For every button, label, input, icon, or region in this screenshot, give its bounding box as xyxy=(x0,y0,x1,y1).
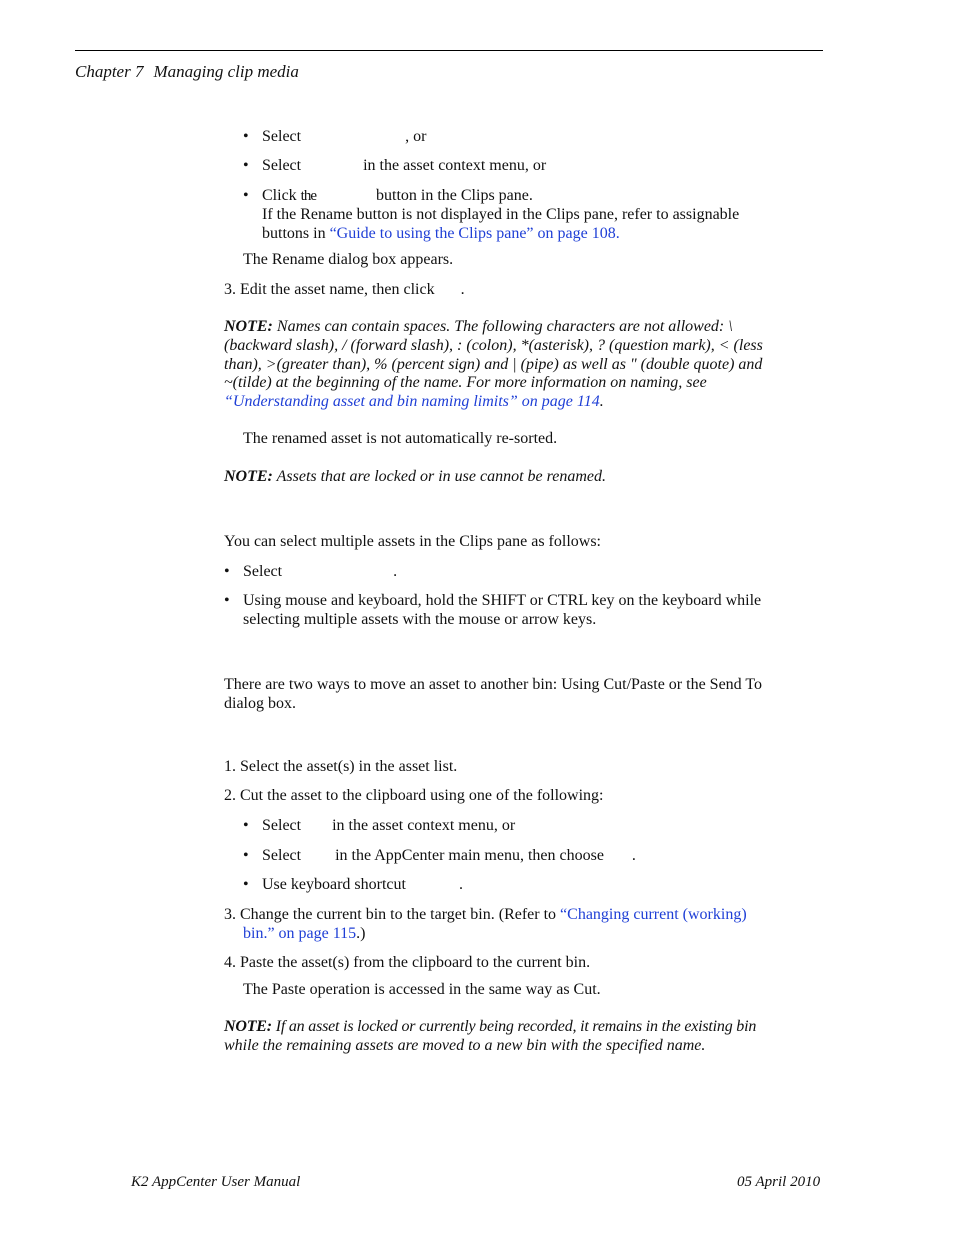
paste-note: The Paste operation is accessed in the same way as Cut. xyxy=(243,981,601,998)
note-label: NOTE: xyxy=(224,468,273,485)
naming-note-line2: (backward slash), / (forward slash), : (colon), *(asterisk), ? (question mark), < (less xyxy=(224,337,763,354)
rename-bullet-3-line3: buttons in “Guide to using the Clips pane” on page 108. xyxy=(262,225,620,242)
chapter-title: Managing clip media xyxy=(153,62,299,81)
cut-sub-bullet-1: Select in the asset context menu, or xyxy=(262,817,516,834)
bullet-marker: • xyxy=(243,817,249,834)
cut-sub-bullet-3: Use keyboard shortcut . xyxy=(262,876,463,893)
naming-note-line4: ~(tilde) at the beginning of the name. For more information on naming, see xyxy=(224,374,707,391)
locked-move-note: NOTE: If an asset is locked or currently being recorded, it remains in the existing bin xyxy=(224,1018,757,1035)
rename-step-3: 3. Edit the asset name, then click . xyxy=(224,281,465,298)
move-step-3: 3. Change the current bin to the target bin. (Refer to “Changing current (working) xyxy=(224,906,747,923)
multi-select-bullet-2-line2: selecting multiple assets with the mouse or arrow keys. xyxy=(243,611,597,628)
naming-limits-link[interactable]: “Understanding asset and bin naming limits” on page 114 xyxy=(224,393,600,410)
move-step-1: 1. Select the asset(s) in the asset list. xyxy=(224,758,458,775)
resort-text: The renamed asset is not automatically re-sorted. xyxy=(243,430,558,447)
bullet-marker: • xyxy=(224,563,230,580)
bullet-marker: • xyxy=(243,187,249,204)
naming-note-line3: than), >(greater than), % (percent sign) and | (pipe) as well as " (double quote) and xyxy=(224,356,763,373)
bullet-marker: • xyxy=(243,847,249,864)
rename-bullet-3: Click the button in the Clips pane. xyxy=(262,187,533,204)
multi-select-bullet-2: Using mouse and keyboard, hold the SHIFT or CTRL key on the keyboard while xyxy=(243,592,762,609)
naming-note-line5: “Understanding asset and bin naming limits” on page 114. xyxy=(224,393,604,410)
bullet-marker: • xyxy=(243,157,249,174)
bullet-marker: • xyxy=(243,876,249,893)
rename-bullet-3-line2: If the Rename button is not displayed in the Clips pane, refer to assignable xyxy=(262,206,740,223)
note-label: NOTE: xyxy=(224,318,273,335)
chapter-number: Chapter 7 xyxy=(75,62,144,81)
move-intro: There are two ways to move an asset to another bin: Using Cut/Paste or the Send To xyxy=(224,676,763,693)
footer-manual-title: K2 AppCenter User Manual xyxy=(131,1174,301,1190)
move-step-4: 4. Paste the asset(s) from the clipboard to the current bin. xyxy=(224,954,591,971)
cut-sub-bullet-2: Select in the AppCenter main menu, then choose . xyxy=(262,847,636,864)
move-intro-line2: dialog box. xyxy=(224,695,296,712)
bullet-marker: • xyxy=(243,128,249,145)
footer-date: 05 April 2010 xyxy=(737,1174,821,1190)
locked-note: NOTE: Assets that are locked or in use cannot be renamed. xyxy=(224,468,607,485)
rename-dialog-appears: The Rename dialog box appears. xyxy=(243,251,454,268)
naming-note: NOTE: Names can contain spaces. The following characters are not allowed: \ xyxy=(224,318,733,335)
running-header xyxy=(75,62,299,81)
bullet-marker: • xyxy=(224,592,230,609)
multi-select-bullet-1: Select . xyxy=(243,563,398,580)
multi-select-intro: You can select multiple assets in the Clips pane as follows: xyxy=(224,533,601,550)
rename-bullet-1: Select , or xyxy=(262,128,427,145)
locked-move-note-line2: while the remaining assets are moved to a new bin with the specified name. xyxy=(224,1037,706,1054)
move-step-3-line2: bin.” on page 115.) xyxy=(243,925,366,942)
header-rule xyxy=(75,50,823,51)
move-step-2: 2. Cut the asset to the clipboard using one of the following: xyxy=(224,787,604,804)
clips-pane-guide-link[interactable]: “Guide to using the Clips pane” on page 108 xyxy=(329,225,616,242)
rename-bullet-2: Select in the asset context menu, or xyxy=(262,157,547,174)
changing-bin-link-cont[interactable]: bin.” on page 115 xyxy=(243,925,357,942)
note-label: NOTE: xyxy=(224,1018,272,1035)
changing-bin-link[interactable]: “Changing current (working) xyxy=(560,906,747,923)
